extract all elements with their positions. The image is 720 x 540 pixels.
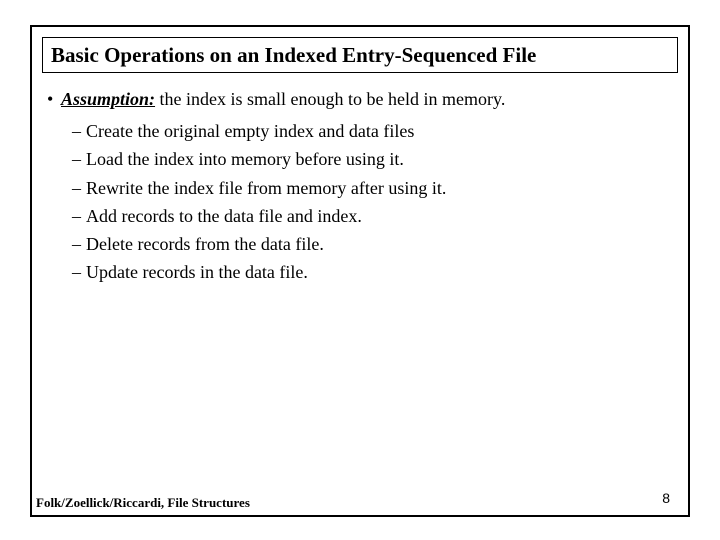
dash-marker: – [72, 205, 81, 226]
dash-marker: – [72, 121, 81, 141]
list-item-text: Update records in the data file. [86, 262, 308, 283]
assumption-bullet [47, 89, 505, 110]
slide-title: Basic Operations on an Indexed Entry-Sequenced File [51, 42, 537, 67]
list-item [72, 202, 446, 230]
footer-citation: Folk/Zoellick/Riccardi, File Structures [36, 495, 250, 510]
list-item-text: Rewrite the index file from memory after using it. [86, 177, 447, 198]
dash-marker: – [72, 149, 81, 170]
assumption-label: Assumption: [61, 89, 156, 109]
assumption-text: the index is small enough to be held in memory. [155, 89, 506, 109]
list-item [72, 230, 446, 258]
list-item [72, 117, 446, 145]
dash-marker: – [72, 262, 81, 283]
list-item-text: Add records to the data file and index. [86, 205, 362, 226]
list-item-text: Create the original empty index and data files [86, 121, 415, 141]
list-item-text: Load the index into memory before using it. [86, 149, 404, 170]
list-item [72, 258, 446, 286]
operations-list [72, 117, 446, 287]
list-item-text: Delete records from the data file. [86, 234, 324, 255]
bullet-marker: • [47, 89, 54, 109]
title-box [42, 37, 678, 73]
list-item [72, 145, 446, 173]
dash-marker: – [72, 177, 81, 198]
page-number: 8 [662, 490, 670, 506]
dash-marker: – [72, 234, 81, 255]
list-item [72, 174, 446, 202]
